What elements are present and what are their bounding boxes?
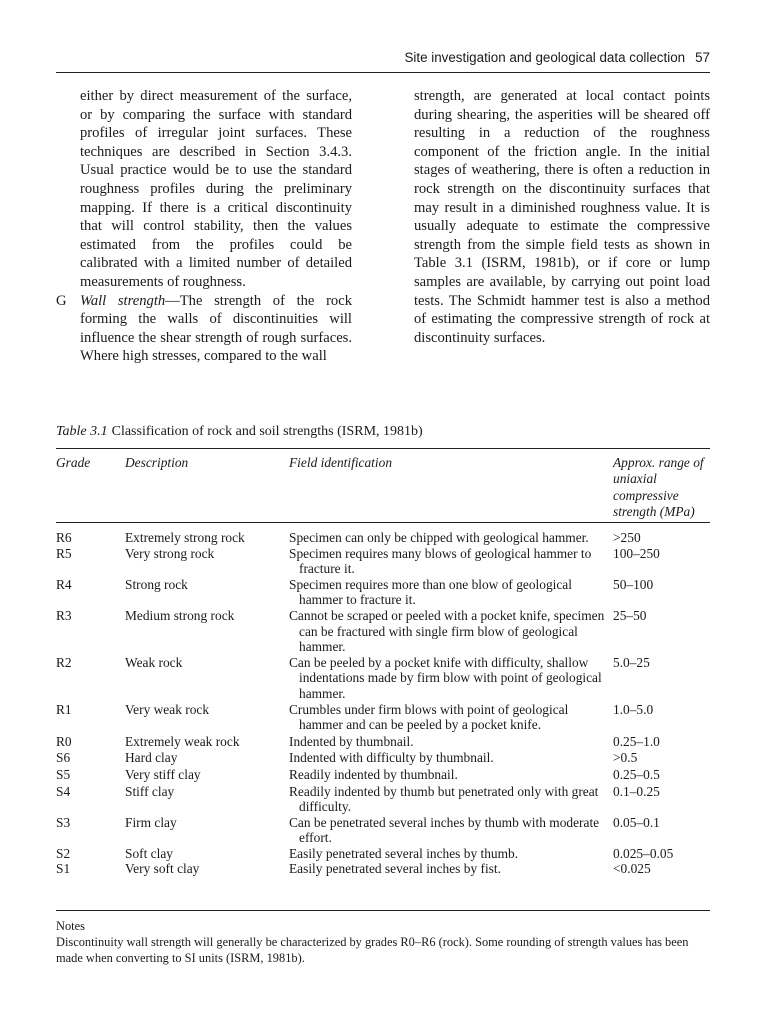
description-cell-text: Extremely weak rock xyxy=(125,733,240,749)
table-row xyxy=(56,846,710,862)
field-identification-cell-text: Readily indented by thumb but penetrated only with great difficulty. xyxy=(289,783,599,815)
grade-cell-text: S1 xyxy=(56,861,71,877)
grade-cell xyxy=(56,861,125,877)
description-cell xyxy=(125,783,289,815)
grade-cell xyxy=(56,846,125,862)
description-cell xyxy=(125,733,289,750)
field-identification-cell xyxy=(289,783,613,815)
header-description: Description xyxy=(125,455,189,470)
table-row xyxy=(56,733,710,750)
description-cell xyxy=(125,766,289,783)
strength-range-cell xyxy=(613,530,710,546)
grade-cell-text: R5 xyxy=(56,545,72,561)
grade-cell xyxy=(56,655,125,702)
field-identification-cell xyxy=(289,702,613,733)
notes-text: Discontinuity wall strength will generally be characterized by grades R0–R6 (rock). Some rounding of strength values has been made when converting to SI units (ISRM, 1981b). xyxy=(56,935,689,965)
description-cell xyxy=(125,861,289,877)
grade-cell xyxy=(56,608,125,655)
grade-cell xyxy=(56,530,125,546)
description-cell-text: Weak rock xyxy=(125,654,183,670)
grade-cell-text: S5 xyxy=(56,766,71,782)
right-paragraph: strength, are generated at local contact points during shearing, the asperities will be sheared off resulting in a reduction of the roughness component of the friction angle. In the initial stages of weathering, there is often a reduction in rock strength on the discontinuity surfaces that may result in a diminished roughness value. It is usually adequate to estimate the compressive strength from the simple field tests as shown in Table 3.1 (ISRM, 1981b), or if core or lump samples are available, by carrying out point load tests. The Schmidt hammer test is also a method of estimating the compressive strength of rock at discontinuity surfaces. xyxy=(414,88,710,346)
field-identification-cell-text: Can be penetrated several inches by thumb with moderate effort. xyxy=(289,814,600,846)
description-cell xyxy=(125,577,289,608)
field-identification-cell xyxy=(289,546,613,577)
header-field-identification: Field identification xyxy=(289,455,393,470)
strength-range-cell-text: 50–100 xyxy=(613,576,654,592)
strength-range-cell-text: 1.0–5.0 xyxy=(613,701,654,717)
table-row xyxy=(56,702,710,733)
strength-range-cell-text: 5.0–25 xyxy=(613,654,650,670)
description-cell-text: Very stiff clay xyxy=(125,766,201,782)
strength-range-cell-text: 0.05–0.1 xyxy=(613,814,660,830)
description-cell-text: Very soft clay xyxy=(125,861,200,877)
table-row xyxy=(56,766,710,783)
header-strength-range: Approx. range of uniaxial compressive strength (MPa) xyxy=(613,455,704,519)
item-text: —The strength of the rock forming the walls of discontinuities will influence the shear strength of rough surfaces. Where high stresses, compared to the wall xyxy=(80,292,352,365)
field-identification-cell-text: Indented with difficulty by thumbnail. xyxy=(289,750,494,766)
field-identification-cell-text: Indented by thumbnail. xyxy=(289,733,414,749)
description-cell xyxy=(125,530,289,546)
table-top-rule xyxy=(56,448,710,449)
field-identification-cell xyxy=(289,577,613,608)
field-identification-cell-text: Specimen requires many blows of geological hammer to fracture it. xyxy=(289,545,592,577)
description-cell xyxy=(125,655,289,702)
right-column xyxy=(414,87,710,347)
grade-cell-text: S3 xyxy=(56,814,71,830)
description-cell-text: Stiff clay xyxy=(125,783,175,799)
description-cell-text: Extremely strong rock xyxy=(125,530,245,545)
field-identification-cell-text: Can be peeled by a pocket knife with difficulty, shallow indentations made by firm blow with point of geological hammer. xyxy=(289,654,602,701)
table-row xyxy=(56,783,710,815)
field-identification-cell-text: Specimen can only be chipped with geological hammer. xyxy=(289,530,589,545)
table-notes xyxy=(56,918,716,966)
grade-cell-text: R6 xyxy=(56,530,72,545)
strength-range-cell xyxy=(613,733,710,750)
description-cell-text: Very weak rock xyxy=(125,701,210,717)
strength-range-cell xyxy=(613,861,710,877)
header-rule xyxy=(56,72,710,73)
grade-cell-text: S2 xyxy=(56,845,71,861)
strength-range-cell-text: 100–250 xyxy=(613,545,660,561)
field-identification-cell xyxy=(289,749,613,766)
item-lead-term: Wall strength xyxy=(80,292,166,309)
grade-cell-text: S6 xyxy=(56,750,71,766)
strength-range-cell-text: 25–50 xyxy=(613,607,647,623)
field-identification-cell-text: Easily penetrated several inches by fist. xyxy=(289,861,501,877)
table-row xyxy=(56,608,710,655)
field-identification-cell xyxy=(289,846,613,862)
field-identification-cell xyxy=(289,608,613,655)
strength-range-cell xyxy=(613,655,710,702)
table-header-rule xyxy=(56,522,710,523)
description-cell xyxy=(125,846,289,862)
strength-range-cell-text: 0.025–0.05 xyxy=(613,845,674,861)
strength-range-cell-text: 0.1–0.25 xyxy=(613,783,660,799)
description-cell xyxy=(125,546,289,577)
running-head xyxy=(400,50,710,65)
description-cell-text: Strong rock xyxy=(125,576,188,592)
strength-range-cell xyxy=(613,577,710,608)
strength-range-cell-text: >0.5 xyxy=(613,750,638,766)
description-cell xyxy=(125,608,289,655)
left-column xyxy=(56,87,352,366)
grade-cell-text: R1 xyxy=(56,701,72,717)
strength-range-cell xyxy=(613,846,710,862)
header-grade: Grade xyxy=(56,455,91,470)
description-cell xyxy=(125,749,289,766)
description-cell-text: Soft clay xyxy=(125,845,173,861)
strength-range-cell-text: 0.25–1.0 xyxy=(613,733,660,749)
running-title: Site investigation and geological data collection xyxy=(404,50,686,65)
strength-range-cell-text: >250 xyxy=(613,530,641,545)
field-identification-cell-text: Readily indented by thumbnail. xyxy=(289,766,458,782)
strength-range-cell-text: <0.025 xyxy=(613,861,651,877)
table-row xyxy=(56,577,710,608)
table-row xyxy=(56,815,710,846)
field-identification-cell-text: Specimen requires more than one blow of geological hammer to fracture it. xyxy=(289,576,572,608)
table-title: Classification of rock and soil strengths (ISRM, 1981b) xyxy=(111,424,423,439)
grade-cell-text: R2 xyxy=(56,654,72,670)
grade-cell xyxy=(56,749,125,766)
field-identification-cell xyxy=(289,655,613,702)
table-bottom-rule xyxy=(56,910,710,911)
field-identification-cell-text: Easily penetrated several inches by thumb. xyxy=(289,845,519,861)
field-identification-cell xyxy=(289,733,613,750)
strength-range-cell xyxy=(613,815,710,846)
table-caption xyxy=(56,424,423,440)
table-row xyxy=(56,861,710,877)
description-cell xyxy=(125,702,289,733)
strength-range-cell xyxy=(613,783,710,815)
grade-cell xyxy=(56,783,125,815)
table-row xyxy=(56,546,710,577)
description-cell-text: Hard clay xyxy=(125,750,178,766)
field-identification-cell xyxy=(289,861,613,877)
grade-cell xyxy=(56,733,125,750)
grade-cell xyxy=(56,702,125,733)
grade-cell-text: R3 xyxy=(56,607,72,623)
grade-cell-text: R4 xyxy=(56,576,72,592)
description-cell-text: Medium strong rock xyxy=(125,607,235,623)
field-identification-cell xyxy=(289,815,613,846)
strength-range-cell xyxy=(613,766,710,783)
description-cell-text: Firm clay xyxy=(125,814,177,830)
field-identification-cell xyxy=(289,766,613,783)
grade-cell xyxy=(56,815,125,846)
list-marker: G xyxy=(56,292,67,309)
strength-table-body xyxy=(56,530,710,877)
page-number: 57 xyxy=(695,50,710,65)
grade-cell xyxy=(56,766,125,783)
description-cell xyxy=(125,815,289,846)
description-cell-text: Very strong rock xyxy=(125,545,215,561)
strength-table xyxy=(56,530,710,877)
table-row xyxy=(56,530,710,546)
grade-cell-text: R0 xyxy=(56,733,72,749)
field-identification-cell-text: Crumbles under firm blows with point of geological hammer and can be peeled by a pocket knife. xyxy=(289,701,569,733)
table-row xyxy=(56,749,710,766)
strength-range-cell xyxy=(613,749,710,766)
strength-range-cell xyxy=(613,608,710,655)
field-identification-cell-text: Cannot be scraped or peeled with a pocket knife, specimen can be fractured with single firm blow of geological hammer. xyxy=(289,607,605,655)
left-paragraph: either by direct measurement of the surface, or by comparing the surface with standard profiles of irregular joint surfaces. These techniques are described in Section 3.4.3. Usual practice would be to use the standard roughness profiles during the preliminary mapping. If there is a critical discontinuity that will control stability, then the values estimated from the profiles could be calibrated with a limited number of detailed measurements of roughness. xyxy=(80,88,352,290)
strength-range-cell xyxy=(613,546,710,577)
strength-range-cell xyxy=(613,702,710,733)
list-item-wall-strength xyxy=(56,292,352,366)
strength-range-cell-text: 0.25–0.5 xyxy=(613,766,660,782)
grade-cell xyxy=(56,546,125,577)
notes-heading: Notes xyxy=(56,919,85,933)
grade-cell-text: S4 xyxy=(56,783,71,799)
field-identification-cell xyxy=(289,530,613,546)
table-label: Table 3.1 xyxy=(56,424,108,439)
grade-cell xyxy=(56,577,125,608)
table-row xyxy=(56,655,710,702)
